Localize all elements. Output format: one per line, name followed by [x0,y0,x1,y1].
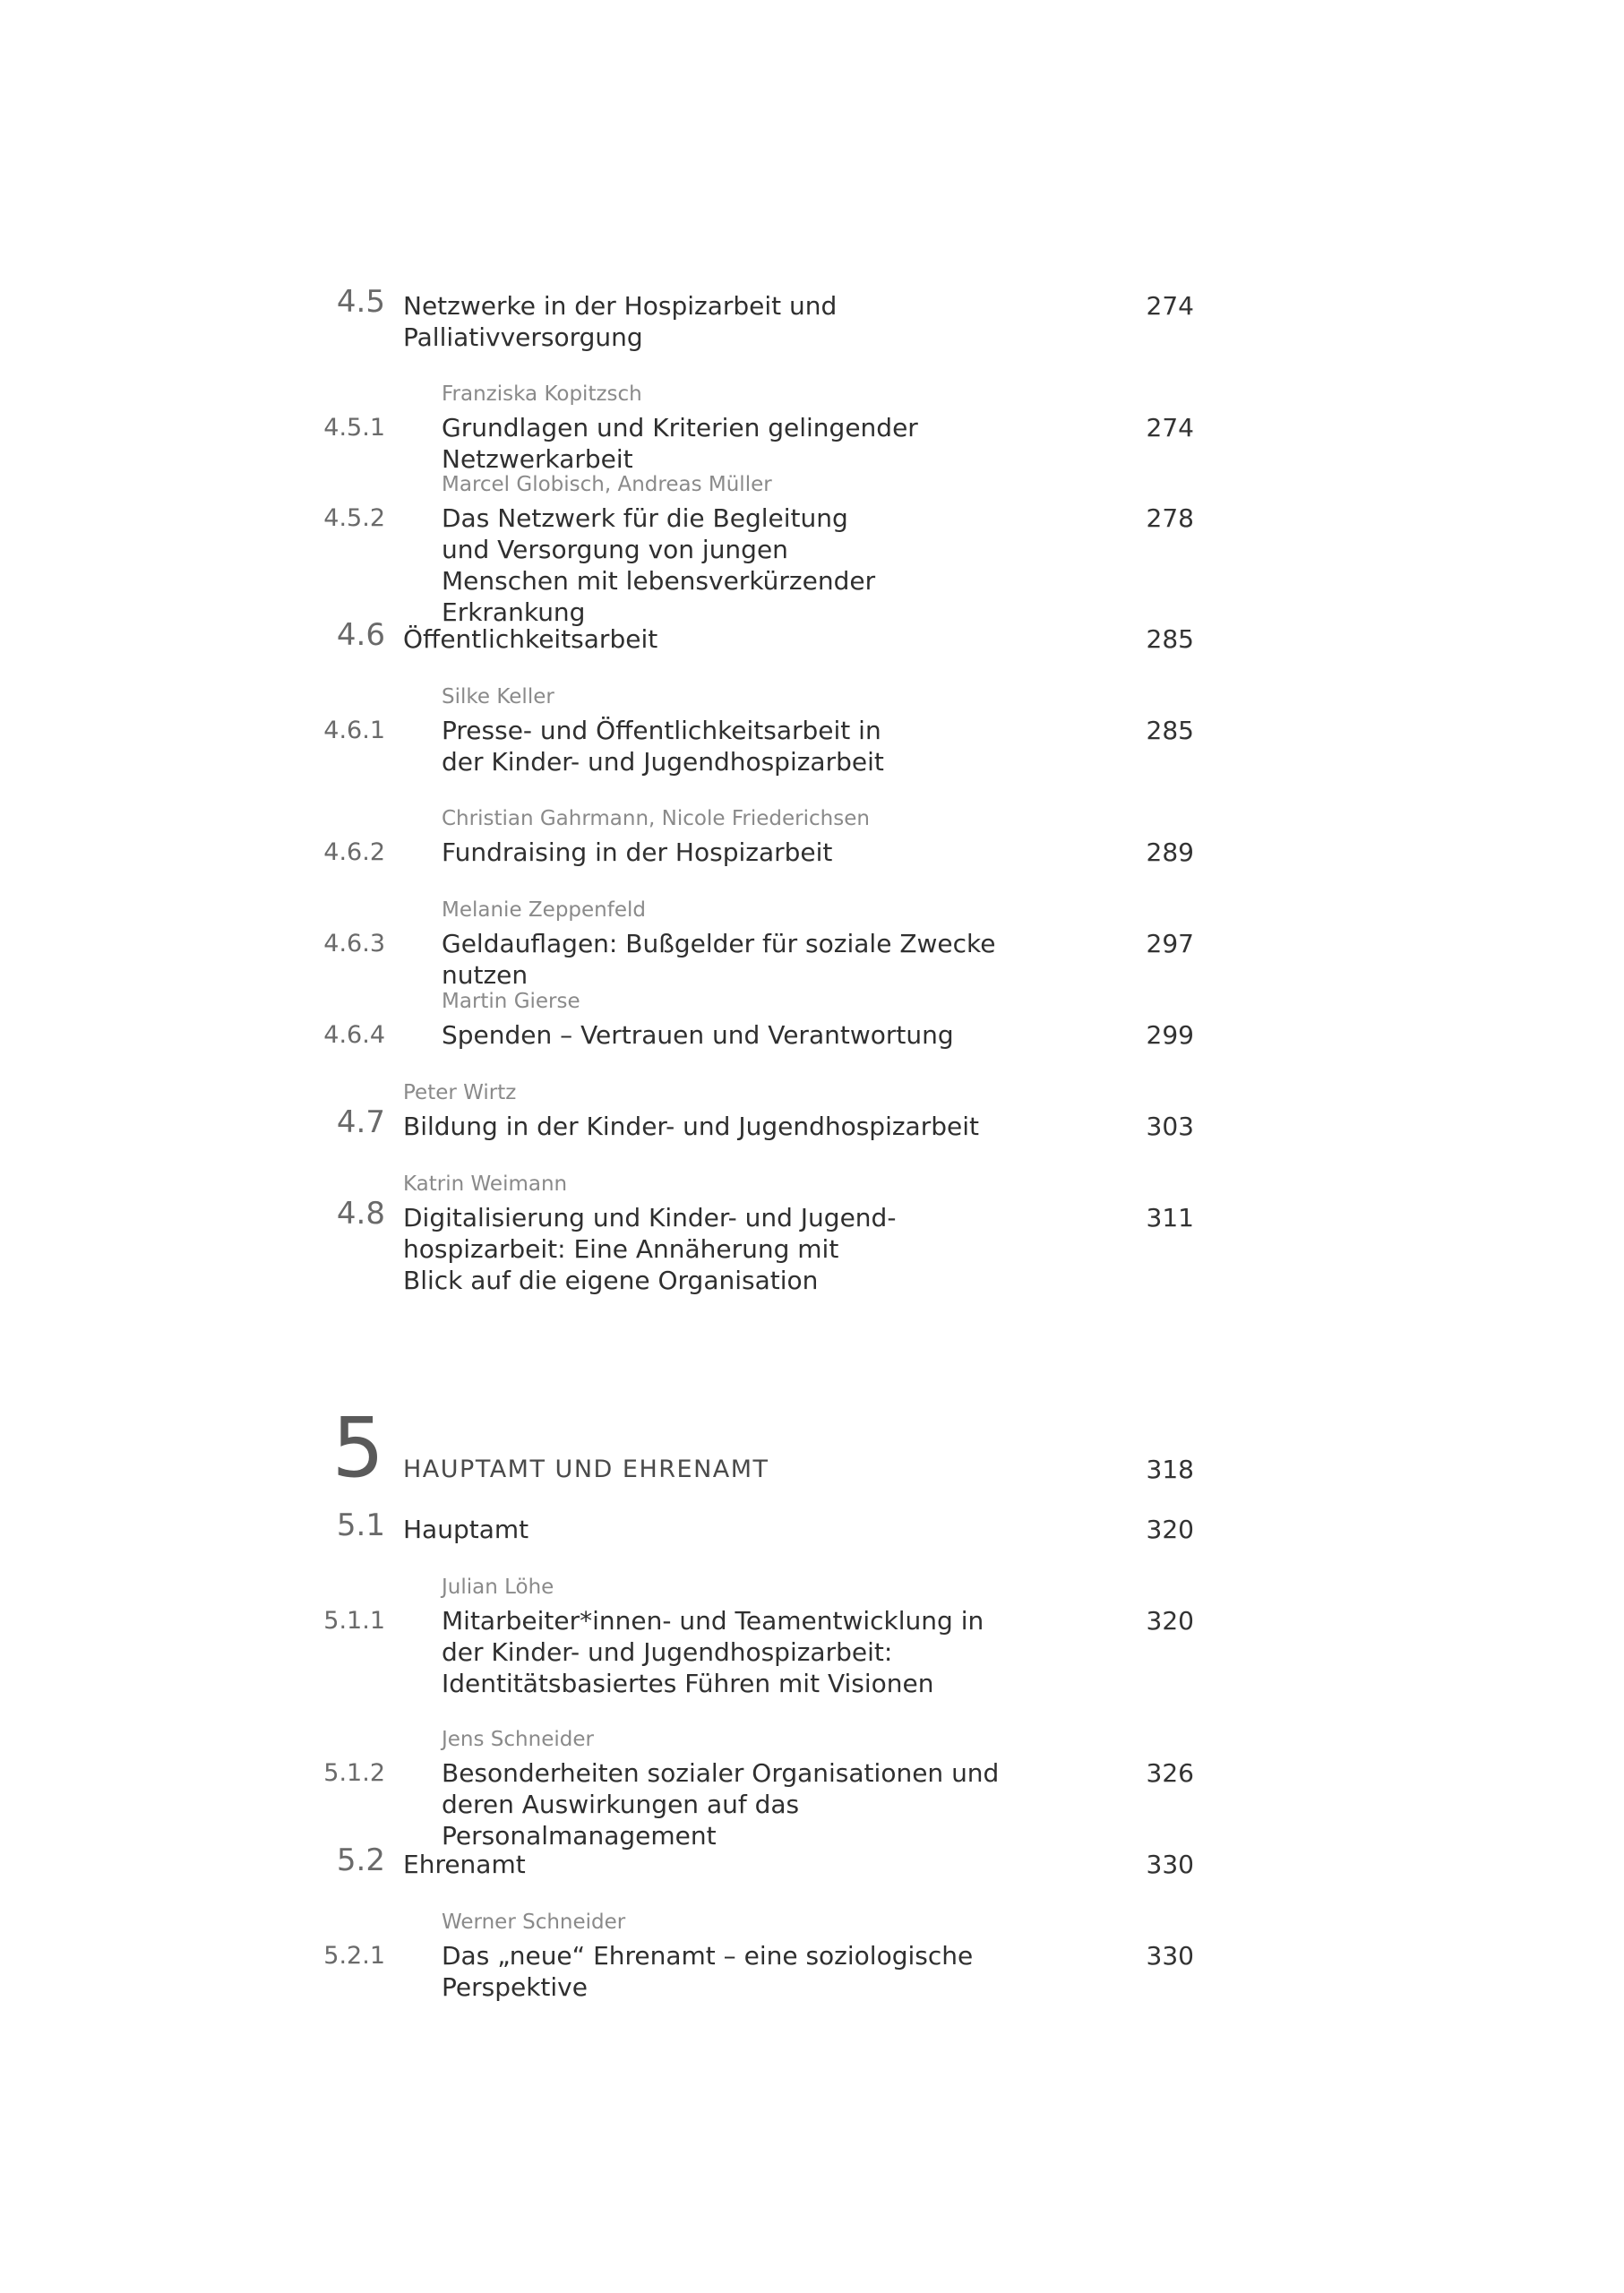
section-title: Netzwerke in der Hospizarbeit und Palliativversorgung [403,291,838,352]
section-number: 5.1.2 [323,1759,385,1787]
page-number: 285 [1146,716,1194,745]
section-number: 4.6.3 [323,930,385,958]
page-number: 330 [1146,1941,1194,1971]
author: Melanie Zeppenfeld [442,898,646,922]
section-number: 4.7 [336,1104,385,1140]
section-number: 4.6.1 [323,717,385,744]
section-title: Öffentlichkeitsarbeit [403,624,658,654]
section-title: Das „neue“ Ehrenamt – eine soziologische Perspektive [442,1941,974,2002]
page-number: 299 [1146,1020,1194,1050]
section-title: Presse- und Öffentlichkeitsarbeit in der Kinder- und Jugendhospizarbeit [442,716,884,777]
author: Silke Keller [442,685,554,709]
page-number: 289 [1146,837,1194,867]
page-number: 330 [1146,1850,1194,1879]
chapter-title: HAUPTAMT UND EHRENAMT [403,1456,769,1483]
page-number: 274 [1146,291,1194,321]
page-number: 274 [1146,413,1194,442]
section-title: Ehrenamt [403,1850,526,1879]
section-title: Das Netzwerk für die Begleitung und Versorgung von jungen Menschen mit lebensverkürzender Erkrankung [442,503,876,627]
author: Katrin Weimann [403,1172,568,1196]
section-number: 4.8 [336,1196,385,1232]
page-number: 320 [1146,1515,1194,1544]
section-number: 5.2.1 [323,1942,385,1970]
section-title: Fundraising in der Hospizarbeit [442,837,833,867]
section-title: Hauptamt [403,1515,529,1544]
section-title: Spenden – Vertrauen und Verantwortung [442,1020,954,1050]
author: Martin Gierse [442,990,580,1013]
page-number: 303 [1146,1112,1194,1141]
section-number: 4.6 [336,617,385,653]
section-title: Bildung in der Kinder- und Jugendhospizarbeit [403,1112,979,1141]
page-number: 311 [1146,1203,1194,1232]
section-number: 4.5.1 [323,414,385,442]
page-number: 285 [1146,624,1194,654]
author: Peter Wirtz [403,1081,517,1104]
section-number: 4.6.2 [323,838,385,866]
section-title: Geldauflagen: Bußgelder für soziale Zwecke nutzen [442,929,996,990]
page-number: 297 [1146,929,1194,958]
author: Christian Gahrmann, Nicole Friederichsen [442,807,870,830]
section-title: Grundlagen und Kriterien gelingender Netzwerkarbeit [442,413,918,474]
page-number: 320 [1146,1606,1194,1636]
page-number: 326 [1146,1758,1194,1788]
section-number: 4.5.2 [323,504,385,532]
section-title: Mitarbeiter*innen- und Teamentwicklung in der Kinder- und Jugendhospizarbeit: Identitätsbasiertes Führen mit Visionen [442,1606,984,1698]
section-number: 5.1 [336,1507,385,1543]
chapter-number: 5 [331,1400,384,1496]
section-number: 5.2 [336,1842,385,1878]
section-title: Digitalisierung und Kinder- und Jugend-hospizarbeit: Eine Annäherung mit Blick auf die eigene Organisation [403,1203,897,1295]
section-title: Besonderheiten sozialer Organisationen und deren Auswirkungen auf das Personalmanagement [442,1758,1000,1851]
page-number: 278 [1146,503,1194,533]
section-number: 4.5 [336,284,385,320]
section-number: 5.1.1 [323,1607,385,1635]
author: Franziska Kopitzsch [442,382,642,406]
author: Werner Schneider [442,1911,626,1934]
author: Jens Schneider [442,1728,594,1751]
section-number: 4.6.4 [323,1021,385,1049]
page-number: 318 [1146,1455,1194,1484]
author: Marcel Globisch, Andreas Müller [442,473,772,496]
author: Julian Löhe [442,1576,554,1599]
